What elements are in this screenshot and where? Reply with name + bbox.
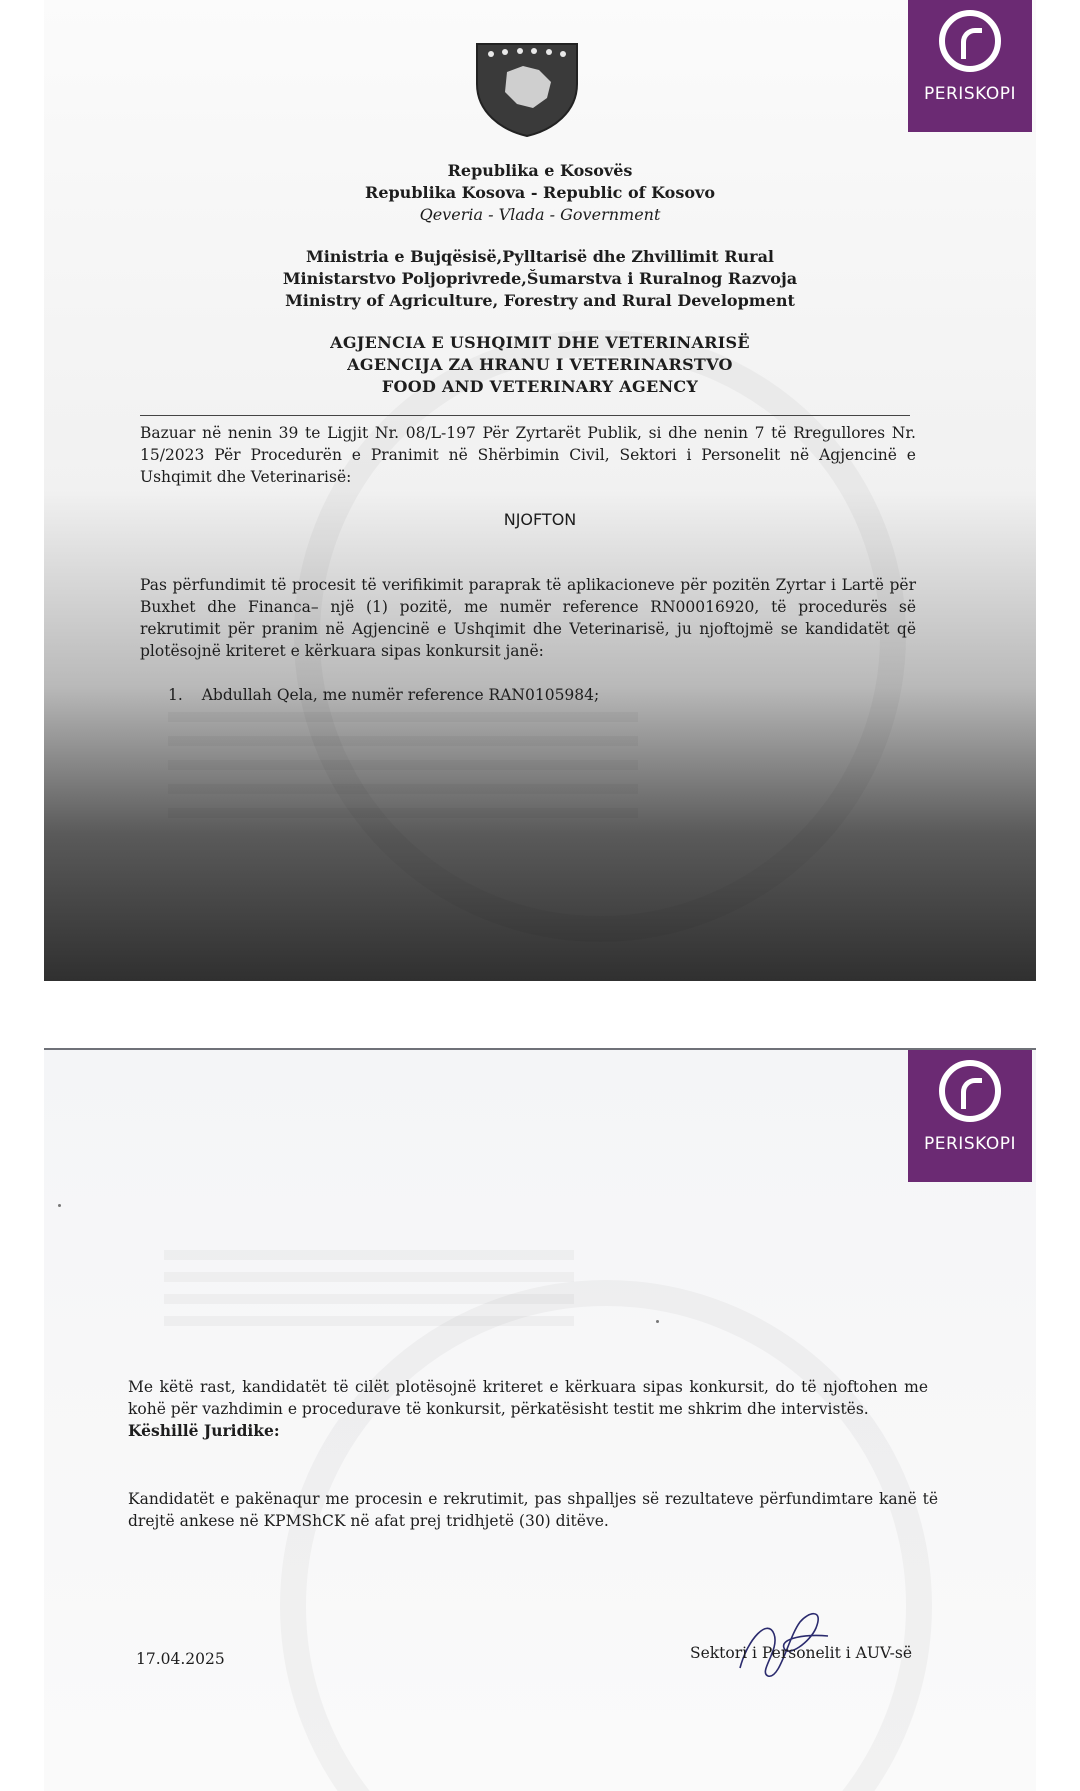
periskopi-logo	[908, 1050, 1032, 1182]
agency-line-3: FOOD AND VETERINARY AGENCY	[381, 377, 699, 396]
document-page-2	[44, 1048, 1036, 1791]
republic-header	[44, 160, 1036, 226]
ministry-line-2: Ministarstvo Poljoprivrede,Šumarstva i Ruralnog Razvoja	[282, 269, 798, 288]
signature-scribble	[728, 1598, 838, 1688]
ministry-line-3: Ministry of Agriculture, Forestry and Rural Development	[285, 291, 795, 310]
faded-list-lines	[164, 1250, 574, 1330]
ministry-line-1: Ministria e Bujqësisë,Pylltarisë dhe Zhvillimit Rural	[305, 247, 775, 266]
list-number: 1.	[168, 686, 183, 704]
periskopi-logo-text: PERISKOPI	[924, 1134, 1016, 1154]
periskopi-logo-text: PERISKOPI	[924, 84, 1016, 104]
notify-heading: NJOFTON	[503, 510, 577, 529]
continuation-paragraph: Me këtë rast, kandidatët të cilët plotësojnë kriteret e kërkuara sipas konkursit, do të njoftohen me kohë për vazhdimin e procedurave të konkursit, përkatësisht testit me shkrim dhe intervistës.	[128, 1378, 928, 1418]
speck	[656, 1320, 659, 1323]
header-line-3: Qeveria - Vlada - Government	[419, 205, 661, 224]
periskopi-logo-icon	[939, 10, 1001, 72]
speck	[58, 1204, 61, 1207]
header-line-1: Republika e Kosovës	[447, 161, 633, 180]
legal-paragraph: Kandidatët e pakënaqur me procesin e rekrutimit, pas shpalljes së rezultateve përfundimtare kanë të drejtë ankese në KPMShCK në afat prej tridhjetë (30) ditëve.	[128, 1490, 938, 1530]
periskopi-logo-icon	[939, 1060, 1001, 1122]
signature-label: Sektori i Personelit i AUV-së	[690, 1644, 913, 1662]
watermark	[280, 1280, 932, 1791]
list-text: Abdullah Qela, me numër reference RAN0105984;	[201, 686, 600, 704]
header-divider	[140, 415, 910, 416]
agency-line-2: AGENCIJA ZA HRANU I VETERINARSTVO	[347, 355, 733, 374]
legal-heading: Këshillë Juridike:	[128, 1421, 280, 1440]
document-date: 17.04.2025	[136, 1650, 225, 1668]
periskopi-logo	[908, 0, 1032, 132]
faded-list-lines	[168, 712, 638, 822]
agency-header	[44, 332, 1036, 398]
agency-line-1: AGJENCIA E USHQIMIT DHE VETERINARISË	[330, 333, 750, 352]
body-paragraph: Pas përfundimit të procesit të verifikimit paraprak të aplikacioneve për pozitën Zyrtar i Lartë për Buxhet dhe Financa– një (1) pozitë, me numër reference RN00016920, të procedurës së rekrutimit për pranim në Agjencinë e Ushqimit dhe Veterinarisë, ju njoftojmë se kandidatët që plotësojnë kriteret e kërkuara sipas konkursit janë:	[140, 576, 916, 660]
header-line-2: Republika Kosova - Republic of Kosovo	[365, 183, 715, 202]
kosovo-coat-of-arms	[471, 38, 583, 138]
intro-paragraph: Bazuar në nenin 39 te Ligjit Nr. 08/L-197 Për Zyrtarët Publik, si dhe nenin 7 të Rregullores Nr. 15/2023 Për Procedurën e Pranimit në Shërbimin Civil, Sektori i Personelit në Agjencinë e Ushqimit dhe Veterinarisë:	[140, 424, 916, 486]
document-page-1	[44, 0, 1036, 981]
ministry-header	[44, 246, 1036, 312]
candidate-list-item	[168, 686, 599, 704]
